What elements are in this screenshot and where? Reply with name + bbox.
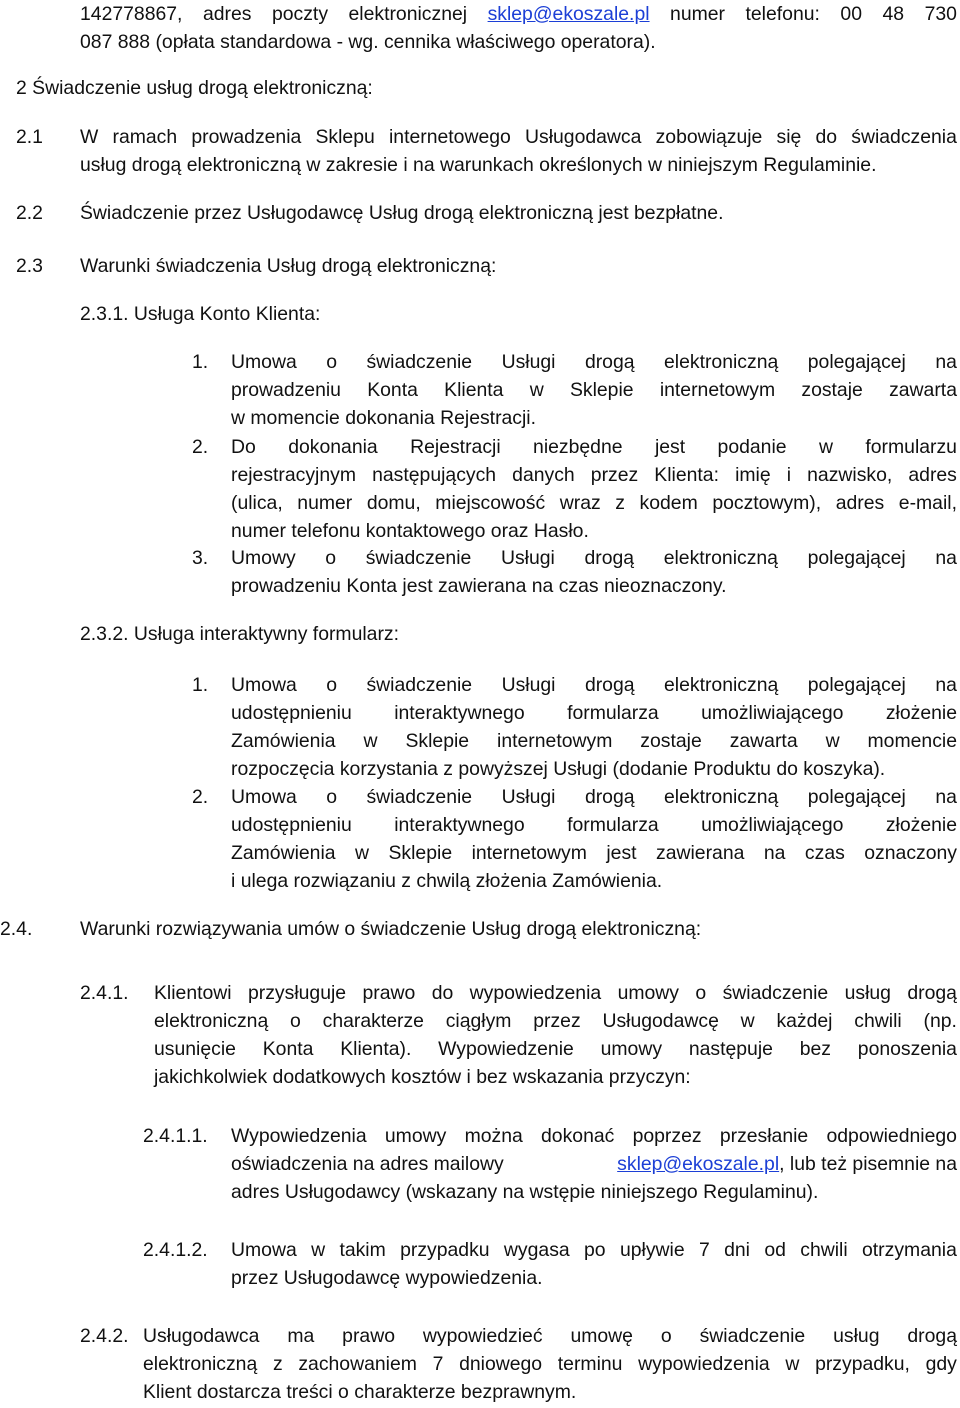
word: Usługi bbox=[501, 351, 556, 373]
word: interaktywnego bbox=[394, 702, 525, 724]
word: Umowa bbox=[231, 786, 297, 808]
para-2-1-line-2: usług drogą elektroniczną w zakresie i na warunkach określonych w niniejszym Regulaminie. bbox=[80, 154, 877, 176]
word: Umowa bbox=[231, 1239, 297, 1261]
word: dni bbox=[724, 1239, 750, 1261]
word: na bbox=[935, 547, 957, 569]
subsection-2-4-1-line bbox=[154, 1037, 957, 1061]
word: miejscowość bbox=[435, 492, 546, 514]
word: 00 bbox=[840, 3, 862, 25]
word: otrzymania bbox=[862, 1239, 957, 1261]
word: Wypowiedzenia bbox=[231, 1125, 367, 1147]
word: Rejestracji bbox=[410, 436, 501, 458]
word: w bbox=[785, 1353, 800, 1375]
para-2-1-line-1 bbox=[80, 125, 957, 149]
word: chwili bbox=[800, 1239, 848, 1261]
contact-line-1 bbox=[80, 2, 957, 26]
word: się bbox=[776, 126, 802, 148]
subsection-2-4-1-2-line: przez Usługodawcę wypowiedzenia. bbox=[231, 1267, 543, 1289]
subsection-2-4-1-1-line: adres Usługodawcy (wskazany na wstępie niniejszego Regulaminu). bbox=[231, 1181, 819, 1203]
word: Wypowiedzenie bbox=[438, 1038, 574, 1060]
word: zobowiązuje bbox=[655, 126, 763, 148]
subsection-2-4-1-line bbox=[154, 1009, 957, 1033]
list-item-line bbox=[231, 785, 957, 809]
word: świadczenie bbox=[699, 1325, 806, 1347]
subsection-2-3-2-heading: 2.3.2. Usługa interaktywny formularz: bbox=[80, 623, 399, 645]
subsection-2-4-1-1-line bbox=[231, 1124, 957, 1148]
list-item-number: 1. bbox=[192, 674, 209, 696]
word: złożenie bbox=[885, 814, 957, 836]
word: Sklepie bbox=[388, 842, 453, 864]
word: ponoszenia bbox=[857, 1038, 957, 1060]
word: i bbox=[786, 464, 792, 486]
word: 7 bbox=[432, 1353, 444, 1375]
word: rejestracyjnym bbox=[231, 464, 356, 486]
word: czas bbox=[804, 842, 845, 864]
subsection-2-4-2-number: 2.4.2. bbox=[80, 1325, 129, 1347]
word: terminu bbox=[557, 1353, 623, 1375]
word: następujących bbox=[372, 464, 497, 486]
word: Klienta bbox=[444, 379, 504, 401]
word: charakterze bbox=[322, 1010, 424, 1032]
word: wypowiedzieć bbox=[422, 1325, 543, 1347]
section-2-heading: 2 Świadczenie usług drogą elektroniczną: bbox=[16, 77, 373, 99]
word: w bbox=[529, 379, 544, 401]
word: upływie bbox=[619, 1239, 685, 1261]
word: Klientowi bbox=[154, 982, 232, 1004]
word: o bbox=[695, 982, 707, 1004]
word: e-mail, bbox=[898, 492, 957, 514]
word: formularza bbox=[567, 702, 659, 724]
word: Usługi bbox=[500, 547, 555, 569]
subsection-2-3-1-heading: 2.3.1. Usługa Konto Klienta: bbox=[80, 303, 321, 325]
word: świadczenie bbox=[722, 982, 829, 1004]
subsection-2-4-1-1-line bbox=[231, 1152, 957, 1176]
word: zawarta bbox=[729, 730, 798, 752]
word: każdej bbox=[776, 1010, 833, 1032]
word: polegającej bbox=[807, 351, 906, 373]
word: umowę bbox=[570, 1325, 633, 1347]
word: usług bbox=[833, 1325, 880, 1347]
word: wygasa bbox=[503, 1239, 570, 1261]
word: drogą bbox=[584, 674, 635, 696]
word: udostępnieniu bbox=[231, 702, 352, 724]
word: ma bbox=[287, 1325, 315, 1347]
word: wypowiedzenia bbox=[638, 1353, 770, 1375]
word: Zamówienia bbox=[231, 842, 336, 864]
word: umowy bbox=[384, 1125, 447, 1147]
word: ramach bbox=[112, 126, 178, 148]
word: numer bbox=[670, 3, 726, 25]
para-2-1-number: 2.1 bbox=[16, 126, 43, 148]
list-item-line bbox=[231, 435, 957, 459]
word: usług bbox=[844, 982, 891, 1004]
list-item-number: 3. bbox=[192, 547, 209, 569]
word: przez bbox=[590, 464, 639, 486]
word: prawo bbox=[342, 1325, 395, 1347]
word: świadczenia bbox=[851, 126, 957, 148]
word: na bbox=[763, 842, 786, 864]
list-item-line: w momencie dokonania Rejestracji. bbox=[231, 407, 537, 429]
word: odpowiedniego bbox=[826, 1125, 957, 1147]
subsection-2-4-1-2-line bbox=[231, 1238, 957, 1262]
word: 7 bbox=[698, 1239, 710, 1261]
word: z bbox=[615, 492, 625, 514]
word: bez bbox=[799, 1038, 831, 1060]
word: przesłanie bbox=[719, 1125, 809, 1147]
word: Konta bbox=[367, 379, 418, 401]
word: Umowy bbox=[231, 547, 296, 569]
email-link[interactable]: sklep@ekoszale.pl bbox=[487, 3, 650, 25]
word: w bbox=[311, 1239, 326, 1261]
word: elektroniczną bbox=[664, 351, 779, 373]
word: interaktywnego bbox=[394, 814, 525, 836]
list-item-number: 2. bbox=[192, 786, 209, 808]
word: Sklepie bbox=[569, 379, 634, 401]
list-item-line bbox=[231, 729, 957, 753]
list-item-line bbox=[231, 841, 957, 865]
subsection-2-4-2-line bbox=[143, 1352, 957, 1376]
word: Klienta: bbox=[654, 464, 719, 486]
word: umowy bbox=[617, 982, 679, 1004]
word: nazwisko, bbox=[807, 464, 893, 486]
list-item-line: prowadzeniu Konta jest zawierana na czas nieoznaczony. bbox=[231, 575, 727, 597]
word: elektroniczną bbox=[664, 674, 779, 696]
word: Do bbox=[231, 436, 256, 458]
word: formularzu bbox=[865, 436, 957, 458]
word: Sklepu bbox=[315, 126, 375, 148]
word: polegającej bbox=[807, 547, 906, 569]
word: 730 bbox=[924, 3, 957, 25]
word: o bbox=[660, 1325, 672, 1347]
word: zostaje bbox=[640, 730, 702, 752]
word: udostępnieniu bbox=[231, 814, 352, 836]
word: ciągłym bbox=[445, 1010, 512, 1032]
word: takim bbox=[339, 1239, 386, 1261]
mail-address-tail: , lub też pisemnie na bbox=[779, 1153, 957, 1175]
word: adres bbox=[202, 3, 252, 25]
word: drogą bbox=[907, 1325, 957, 1347]
word: Zamówienia bbox=[231, 730, 336, 752]
word: adres bbox=[835, 492, 885, 514]
word: niezbędne bbox=[533, 436, 623, 458]
word: kodem bbox=[639, 492, 698, 514]
word: formularza bbox=[567, 814, 659, 836]
para-2-4-text: Warunki rozwiązywania umów o świadczenie Usług drogą elektroniczną: bbox=[80, 918, 702, 940]
word: w bbox=[363, 730, 378, 752]
word: wypowiedzenia bbox=[469, 982, 602, 1004]
para-2-4-number: 2.4. bbox=[0, 918, 33, 940]
word: świadczenie bbox=[365, 547, 472, 569]
subsection-2-4-1-line bbox=[154, 981, 957, 1005]
word: Usługodawcę bbox=[602, 1010, 719, 1032]
subsection-2-4-2-line: Klient dostarcza treści o charakterze bezprawnym. bbox=[143, 1381, 577, 1403]
word: polegającej bbox=[807, 674, 906, 696]
word: 48 bbox=[882, 3, 905, 25]
list-item-line: numer telefonu kontaktowego oraz Hasło. bbox=[231, 520, 589, 542]
word: świadczenie bbox=[366, 786, 473, 808]
word: umowy bbox=[600, 1038, 663, 1060]
word: na bbox=[935, 674, 957, 696]
subsection-2-4-1-number: 2.4.1. bbox=[80, 982, 129, 1004]
word: Konta bbox=[262, 1038, 314, 1060]
word: prowadzeniu bbox=[231, 379, 341, 401]
word: gdy bbox=[925, 1353, 957, 1375]
word: drogą bbox=[584, 786, 635, 808]
word: (ulica, bbox=[231, 492, 283, 514]
word: zostaje bbox=[801, 379, 863, 401]
word: domu, bbox=[366, 492, 421, 514]
list-item-line bbox=[231, 378, 957, 402]
word: w bbox=[740, 1010, 755, 1032]
word: elektronicznej bbox=[348, 3, 468, 25]
word: danych bbox=[512, 464, 575, 486]
word: elektroniczną bbox=[664, 786, 779, 808]
word: do bbox=[431, 982, 454, 1004]
list-item-line bbox=[231, 463, 957, 487]
para-2-3-text: Warunki świadczenia Usług drogą elektroniczną: bbox=[80, 255, 497, 277]
word: poprzez bbox=[632, 1125, 702, 1147]
word: o bbox=[326, 786, 337, 808]
word: po bbox=[584, 1239, 606, 1261]
word: Usługodawca bbox=[143, 1325, 260, 1347]
word: drogą bbox=[584, 351, 635, 373]
list-item-line bbox=[231, 546, 957, 570]
word: chwili bbox=[854, 1010, 902, 1032]
word: wraz bbox=[559, 492, 601, 514]
word: numer bbox=[297, 492, 353, 514]
word: Sklepie bbox=[405, 730, 470, 752]
word: elektroniczną bbox=[143, 1353, 258, 1375]
word: w bbox=[818, 436, 833, 458]
list-item-line bbox=[231, 813, 957, 837]
word: Usługodawca bbox=[525, 126, 642, 148]
word: do bbox=[815, 126, 838, 148]
word: prowadzenia bbox=[191, 126, 302, 148]
word: w bbox=[355, 842, 370, 864]
word: jest bbox=[606, 842, 637, 864]
word: dniowego bbox=[459, 1353, 543, 1375]
word: świadczenie bbox=[366, 351, 473, 373]
word: internetowym bbox=[497, 730, 613, 752]
contact-line-2: 087 888 (opłata standardowa - wg. cennika właściwego operatora). bbox=[80, 31, 656, 53]
word: jest bbox=[654, 436, 686, 458]
word: drogą bbox=[907, 982, 957, 1004]
para-2-3-number: 2.3 bbox=[16, 255, 43, 277]
word: Usługi bbox=[501, 674, 556, 696]
word: oznaczony bbox=[864, 842, 957, 864]
word: pocztowym), bbox=[712, 492, 822, 514]
word: polegającej bbox=[807, 786, 906, 808]
word: elektroniczną bbox=[663, 547, 778, 569]
word: umożliwiającego bbox=[701, 702, 844, 724]
list-item-line: rozpoczęcia korzystania z powyższej Usługi (dodanie Produktu do koszyka). bbox=[231, 758, 886, 780]
list-item-line bbox=[231, 491, 957, 515]
word: przysługuje bbox=[248, 982, 347, 1004]
word: elektroniczną bbox=[154, 1010, 269, 1032]
word: złożenie bbox=[885, 702, 957, 724]
list-item-line bbox=[231, 673, 957, 697]
para-2-2-text: Świadczenie przez Usługodawcę Usług drogą elektroniczną jest bezpłatne. bbox=[80, 202, 724, 224]
word: zawarta bbox=[889, 379, 957, 401]
word: świadczenie bbox=[366, 674, 473, 696]
word: usunięcie bbox=[154, 1038, 236, 1060]
word: można bbox=[464, 1125, 523, 1147]
word: dokonania bbox=[288, 436, 378, 458]
word: zachowaniem bbox=[298, 1353, 417, 1375]
word: o bbox=[326, 674, 337, 696]
word: W bbox=[80, 126, 99, 148]
subsection-2-4-2-line bbox=[143, 1324, 957, 1348]
word: internetowym bbox=[471, 842, 587, 864]
list-item-number: 2. bbox=[192, 436, 209, 458]
word: internetowego bbox=[388, 126, 511, 148]
word: podanie bbox=[717, 436, 787, 458]
word: imię bbox=[735, 464, 771, 486]
word: umożliwiającego bbox=[701, 814, 844, 836]
word: 142778867, bbox=[80, 3, 183, 25]
para-2-2-number: 2.2 bbox=[16, 202, 43, 224]
word: prawo bbox=[362, 982, 416, 1004]
email-link[interactable]: sklep@ekoszale.pl bbox=[617, 1153, 780, 1175]
word: Umowa bbox=[231, 351, 297, 373]
word: poczty bbox=[271, 3, 329, 25]
word: (np. bbox=[923, 1010, 957, 1032]
word: przypadku bbox=[400, 1239, 490, 1261]
word: o bbox=[326, 351, 337, 373]
word: Klienta). bbox=[340, 1038, 412, 1060]
word: przez bbox=[533, 1010, 581, 1032]
word: zawierana bbox=[656, 842, 745, 864]
word: drogą bbox=[584, 547, 635, 569]
list-item-line bbox=[231, 350, 957, 374]
word: o bbox=[325, 547, 337, 569]
word: Usługi bbox=[501, 786, 556, 808]
word: z bbox=[272, 1353, 283, 1375]
word: na bbox=[935, 786, 957, 808]
list-item-number: 1. bbox=[192, 351, 209, 373]
word: dokonać bbox=[541, 1125, 615, 1147]
word: w bbox=[825, 730, 840, 752]
mail-address-lead-in: oświadczenia na adres mailowy bbox=[231, 1153, 504, 1175]
subsection-2-4-1-line: jakichkolwiek dodatkowych kosztów i bez wskazania przyczyn: bbox=[154, 1066, 691, 1088]
word: na bbox=[935, 351, 957, 373]
word: następuje bbox=[688, 1038, 773, 1060]
word: przypadku, bbox=[815, 1353, 910, 1375]
word: adres bbox=[908, 464, 957, 486]
list-item-line: i ulega rozwiązaniu z chwilą złożenia Zamówienia. bbox=[231, 870, 663, 892]
subsection-2-4-1-2-number: 2.4.1.2. bbox=[143, 1239, 208, 1261]
word: telefonu: bbox=[745, 3, 820, 25]
word: internetowym bbox=[659, 379, 776, 401]
list-item-line bbox=[231, 701, 957, 725]
subsection-2-4-1-1-number: 2.4.1.1. bbox=[143, 1125, 208, 1147]
word: o bbox=[290, 1010, 301, 1032]
word: momencie bbox=[867, 730, 957, 752]
word: od bbox=[764, 1239, 786, 1261]
word: Umowa bbox=[231, 674, 297, 696]
